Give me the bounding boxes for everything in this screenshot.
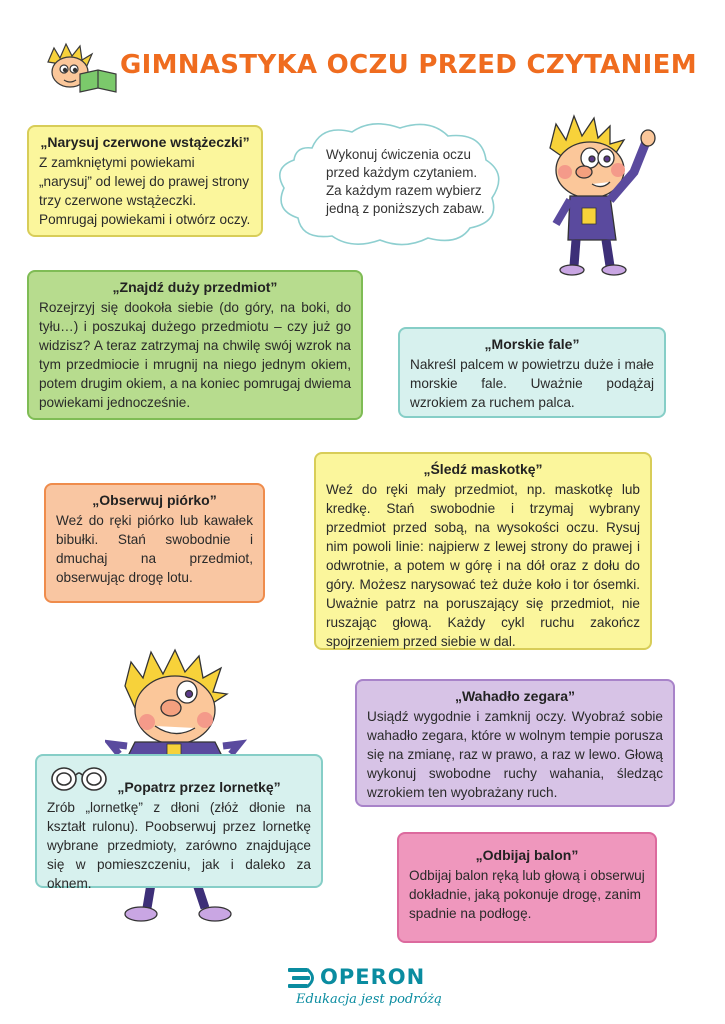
card-title: „Śledź maskotkę” — [423, 461, 543, 477]
child-reading-book-icon — [40, 40, 120, 100]
card-balloon — [397, 832, 657, 943]
card-title: „Narysuj czerwone wstążeczki” — [40, 134, 250, 150]
card-text: Rozejrzyj się dookoła siebie (do góry, na boki, do tyłu…) i poszukaj dużego przedmiotu – czy już go widzisz? A teraz zatrzymaj na chwilę swój wzrok na tym przedmiocie i mrugnij na niego jednym okiem, potem drugim okiem, a na koniec pomrugaj dwiema powiekami jednocześnie. — [39, 300, 351, 410]
card-title: „Znajdź duży przedmiot” — [112, 279, 278, 295]
card-clock-pendulum — [355, 679, 675, 807]
brand-name: OPERON — [320, 965, 426, 989]
page-title: GIMNASTYKA OCZU PRZED CZYTANIEM — [120, 50, 697, 80]
card-title: „Wahadło zegara” — [454, 688, 576, 704]
intro-line: Wykonuj ćwiczenia oczu — [326, 147, 472, 162]
card-title: „Popatrz przez lornetkę” — [117, 779, 281, 795]
card-text: Z zamkniętymi powiekami „narysuj” od lewej do prawej strony trzy czerwone wstążeczki. Pomrugaj powiekami i otwórz oczy. — [39, 155, 251, 227]
card-text: Weź do ręki piórko lub kawałek bibułki. Stań swobodnie i dmuchaj na przedmiot, obserwując drogę lotu. — [56, 513, 253, 585]
card-title: „Odbijaj balon” — [475, 847, 579, 863]
card-text: Zrób „lornetkę” z dłoni (złóż dłonie na kształt rulonu). Poobserwuj przez lornetkę wybrane przedmioty, zarówno znajdujące się w pomieszczeniu, jak i daleko za oknem. — [47, 800, 311, 891]
card-red-ribbons — [27, 125, 263, 237]
card-mascot — [314, 452, 652, 650]
operon-logo — [288, 964, 458, 1014]
intro-line: jedną z poniższych zabaw. — [326, 201, 485, 216]
card-text: Usiądź wygodnie i zamknij oczy. Wyobraź sobie wahadło zegara, które w wolnym tempie porusza się na zmianę, raz w prawo, a raz w lewo. Głową wykonuj swobodne ruchy wahania, śledząc wzrokiem ten wyobrażany ruch. — [367, 709, 663, 800]
binoculars-icon — [50, 763, 108, 793]
waving-boy-mascot — [510, 112, 670, 277]
card-sea-waves — [398, 327, 666, 418]
card-title: „Morskie fale” — [484, 336, 580, 352]
card-title: „Obserwuj piórko” — [92, 492, 217, 508]
intro-line: przed każdym czytaniem. — [326, 165, 478, 180]
intro-text — [326, 146, 496, 218]
intro-line: Za każdym razem wybierz — [326, 183, 482, 198]
card-text: Weź do ręki mały przedmiot, np. maskotkę lub kredkę. Stań swobodnie i trzymaj wybrany przedmiot przed sobą, na wysokości oczu. Rysuj nim powoli linie: najpierw z lewej strony do prawej i odwrotnie, a potem w górę i na dół oraz z dołu do góry. Możesz narysować też duże koło i tor ósemki. Uważnie patrz na poruszający się przedmiot, nie ruszając głową. Każdy cykl ruchu zakończ spojrzeniem przed siebie w dal. — [326, 482, 640, 649]
card-text: Nakreśl palcem w powietrzu duże i małe morskie fale. Uważnie podążaj wzrokiem za ruchem palca. — [410, 357, 654, 410]
card-text: Odbijaj balon ręką lub głową i obserwuj dokładnie, jaką pokonuje drogę, zanim spadnie na podłogę. — [409, 868, 645, 921]
card-big-object — [27, 270, 363, 420]
card-feather — [44, 483, 265, 603]
operon-logo-icon — [288, 966, 320, 990]
brand-tagline: Edukacja jest podróżą — [296, 992, 442, 1007]
